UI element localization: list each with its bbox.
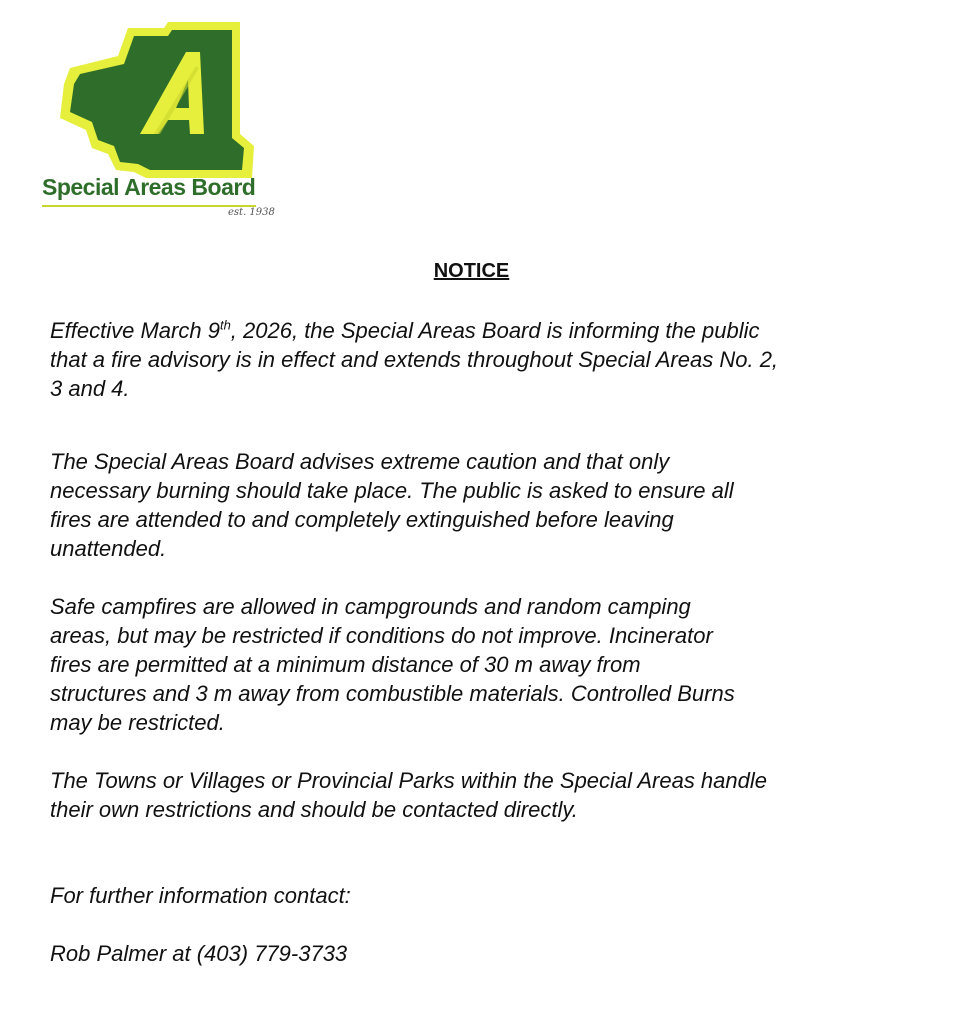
campfires-line: Safe campfires are allowed in campgrounds and random camping [50, 594, 691, 619]
intro-line-1-rest: , 2026, the Special Areas Board is informing the public [230, 318, 760, 343]
towns-paragraph [50, 766, 767, 824]
caution-line: fires are attended to and completely extinguished before leaving [50, 507, 674, 532]
caution-paragraph [50, 447, 734, 563]
towns-line: their own restrictions and should be contacted directly. [50, 797, 578, 822]
special-areas-map-logo-icon [58, 22, 264, 182]
logo-established-year: est. 1938 [228, 207, 275, 218]
intro-lead: Effective March 9 [50, 318, 220, 343]
special-areas-board-logo [40, 22, 275, 220]
contact-person: Rob Palmer at (403) 779-3733 [50, 941, 348, 966]
caution-line: The Special Areas Board advises extreme caution and that only [50, 449, 670, 474]
notice-title: NOTICE [433, 260, 510, 282]
logo-underline [42, 205, 256, 207]
intro-paragraph [50, 316, 778, 403]
towns-line: The Towns or Villages or Provincial Parks within the Special Areas handle [50, 768, 767, 793]
caution-line: unattended. [50, 536, 167, 561]
campfires-line: fires are permitted at a minimum distance of 30 m away from [50, 652, 641, 677]
contact-prompt: For further information contact: [50, 883, 351, 908]
campfires-line: areas, but may be restricted if conditions do not improve. Incinerator [50, 623, 713, 648]
intro-ordinal: th [219, 317, 231, 333]
campfires-line: structures and 3 m away from combustible materials. Controlled Burns [50, 681, 735, 706]
logo-organization-name: Special Areas Board [42, 174, 256, 200]
caution-line: necessary burning should take place. The public is asked to ensure all [50, 478, 734, 503]
campfires-line: may be restricted. [50, 710, 225, 735]
intro-line-2: that a fire advisory is in effect and extends throughout Special Areas No. 2, [50, 347, 779, 372]
campfires-paragraph [50, 592, 735, 737]
intro-line-3: 3 and 4. [50, 376, 130, 401]
